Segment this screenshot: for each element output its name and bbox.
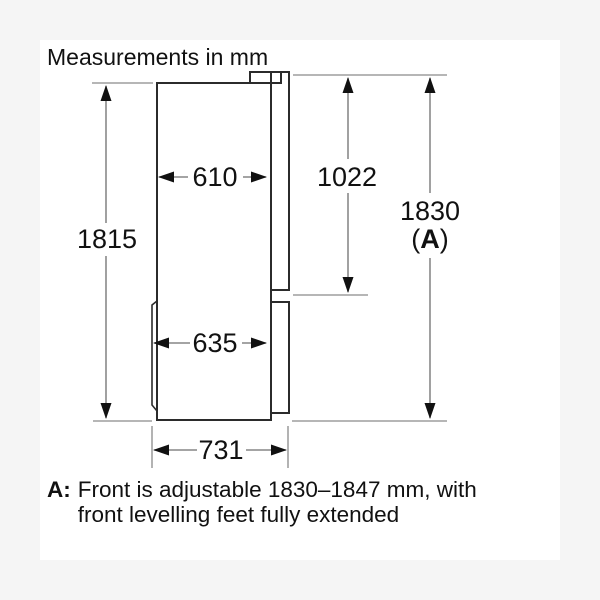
- arrowhead-down-1815: [101, 403, 112, 419]
- arrowhead-left-635: [153, 338, 169, 349]
- extension-lines: [92, 75, 447, 468]
- dim-label-overall-height: 1830: [399, 196, 461, 226]
- lower-door-outline: [271, 302, 289, 413]
- dim-label-upper-door-height: 1022: [316, 162, 378, 192]
- arrowhead-right-635: [251, 338, 267, 349]
- footnote: [47, 478, 477, 527]
- dimension-lines: [106, 78, 430, 450]
- footnote-line-2: front levelling feet fully extended: [77, 501, 400, 527]
- hinge-cover-outline: [250, 72, 281, 83]
- arrowhead-up-1830: [425, 77, 436, 93]
- dim-label-body-height: 1815: [76, 224, 138, 254]
- cabinet-body-outline: [157, 83, 271, 420]
- arrowhead-left-610: [158, 172, 174, 183]
- arrowhead-up-1815: [101, 85, 112, 101]
- arrowhead-right-610: [251, 172, 267, 183]
- dim-label-cabinet-depth: 610: [192, 162, 238, 192]
- arrowhead-right-731: [271, 445, 287, 456]
- arrowhead-down-1022: [343, 277, 354, 293]
- footnote-text: [78, 478, 477, 527]
- diagram-title: Measurements in mm: [47, 44, 269, 70]
- arrowhead-down-1830: [425, 403, 436, 419]
- footnote-line-1: Front is adjustable 1830–1847 mm, with: [77, 477, 477, 502]
- dimension-arrowheads: [101, 77, 436, 456]
- paren-open: (: [411, 224, 421, 254]
- arrowhead-left-731: [153, 445, 169, 456]
- dim-label-overall-height-key: [411, 224, 449, 254]
- appliance-outline: [152, 72, 289, 420]
- dim-label-overall-depth: 731: [198, 435, 244, 465]
- footnote-key: A:: [47, 477, 71, 502]
- arrowhead-up-1022: [343, 77, 354, 93]
- key-letter: A: [420, 224, 440, 254]
- paren-close: ): [439, 224, 449, 254]
- dim-label-lower-section-depth: 635: [192, 328, 238, 358]
- upper-door-outline: [271, 72, 289, 290]
